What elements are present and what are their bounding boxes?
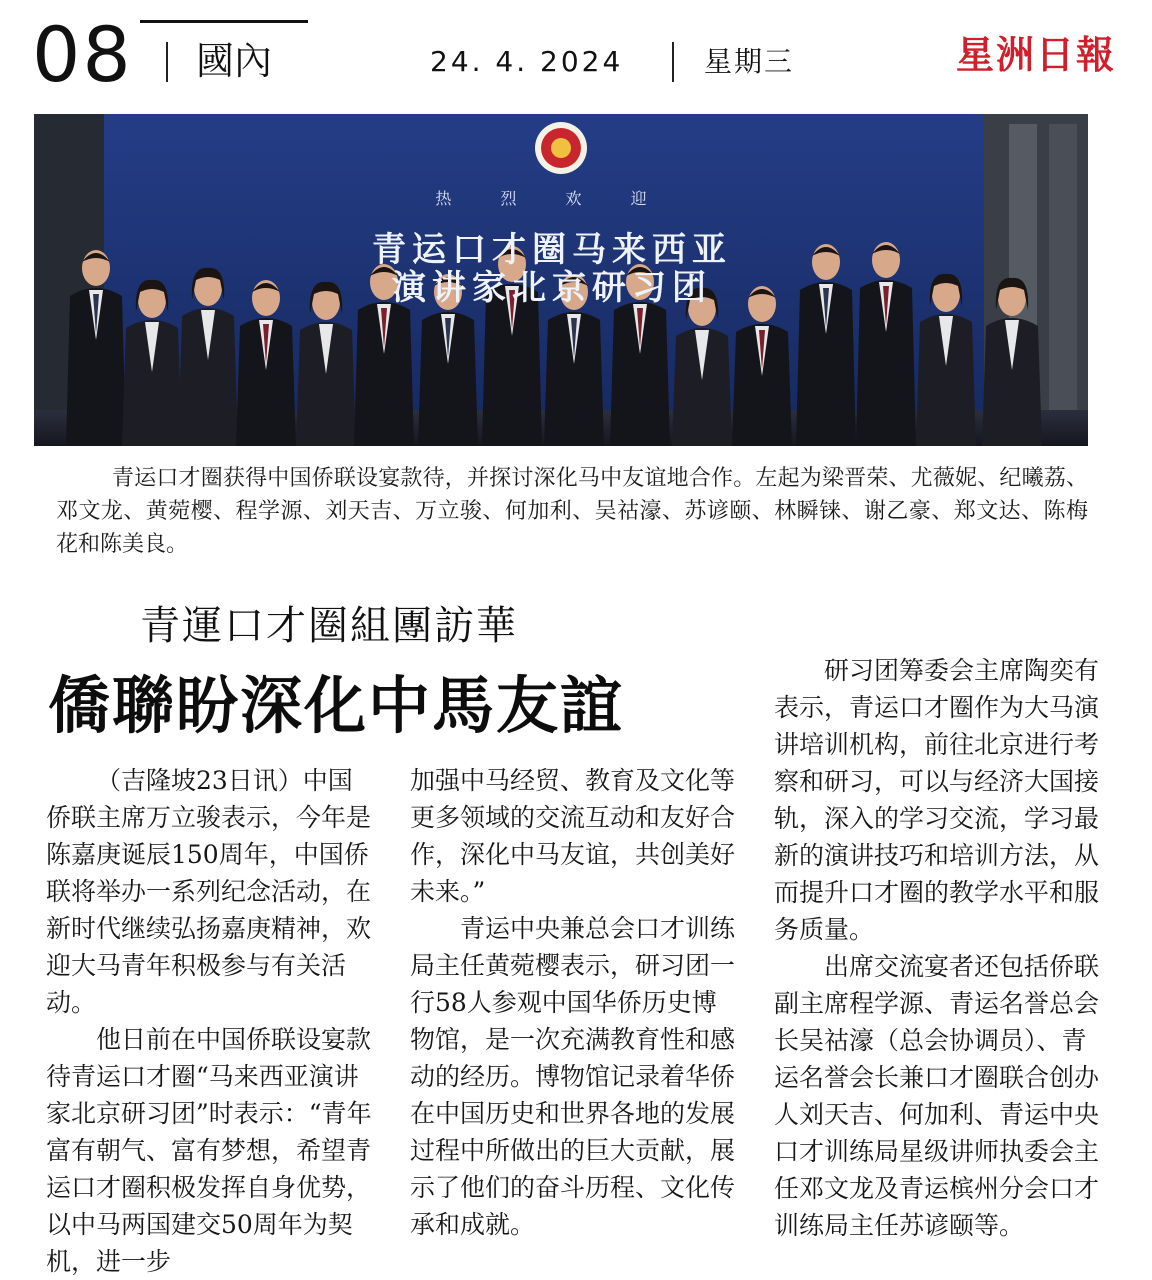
article-headline: 僑聯盼深化中馬友誼: [48, 669, 625, 742]
paragraph: 他日前在中国侨联设宴款待青运口才圈“马来西亚演讲家北京研习团”时表示：“青年富有朝气、富有梦想，希望青运口才圈积极发挥自身优势，以中马两国建交50周年为契机，进一步: [46, 1025, 372, 1276]
masthead-logo: 星洲日報: [956, 32, 1117, 77]
backdrop-welcome: 热 烈 欢 迎: [435, 189, 669, 208]
paragraph: （吉隆坡23日讯）中国侨联主席万立骏表示，今年是陈嘉庚诞辰150周年，中国侨联将举办一系列纪念活动，在新时代继续弘扬嘉庚精神，欢迎大马青年积极参与有关活动。: [46, 766, 372, 1017]
backdrop-title-line1: 青运口才圈马来西亚: [372, 230, 732, 270]
article-kicker: 青運口才圈組團訪華: [140, 603, 518, 649]
article-column-1: [46, 762, 372, 1280]
page-number: 08: [32, 10, 133, 99]
backdrop-title-line2: 演讲家北京研习团: [392, 268, 712, 308]
paragraph: 出席交流宴者还包括侨联副主席程学源、青运名誉总会长吴祜濠（总会协调员）、青运名誉会长兼口才圈联合创办人刘天吉、何加利、青运中央口才训练局星级讲师执委会主任邓文龙及青运槟州分会口才训练局主任苏谚颐等。: [774, 952, 1100, 1240]
header-rule: [140, 20, 308, 23]
weekday: 星期三: [704, 45, 795, 78]
group-photo: [34, 114, 1088, 446]
article-column-3: [774, 652, 1100, 1244]
paragraph-continuation: 加强中马经贸、教育及文化等更多领域的交流互动和友好合作，深化中马友谊，共创美好未来。”: [410, 766, 736, 906]
paragraph: 青运中央兼总会口才训练局主任黄菀樱表示，研习团一行58人参观中国华侨历史博物馆，是一次充满教育性和感动的经历。博物馆记录着华侨在中国历史和世界各地的发展过程中所做出的巨大贡献，展示了他们的奋斗历程、文化传承和成就。: [410, 914, 736, 1239]
header-divider: [672, 42, 674, 82]
section-name: 國內: [196, 39, 273, 83]
paragraph: 研习团筹委会主席陶奕有表示，青运口才圈作为大马演讲培训机构，前往北京进行考察和研习，可以与经济大国接轨，深入的学习交流，学习最新的演讲技巧和培训方法，从而提升口才圈的教学水平和服务质量。: [774, 656, 1100, 944]
article-column-2: [410, 762, 736, 1243]
header-divider: [166, 42, 168, 82]
photo-caption: 青运口才圈获得中国侨联设宴款待，并探讨深化马中友谊地合作。左起为梁晋荣、尤薇妮、纪曦荔、邓文龙、黄菀樱、程学源、刘天吉、万立骏、何加利、吴祜濠、苏谚颐、林瞬铼、谢乙豪、郑文达、陈梅花和陈美良。: [56, 466, 1088, 557]
issue-date: 24. 4. 2024: [430, 45, 624, 78]
